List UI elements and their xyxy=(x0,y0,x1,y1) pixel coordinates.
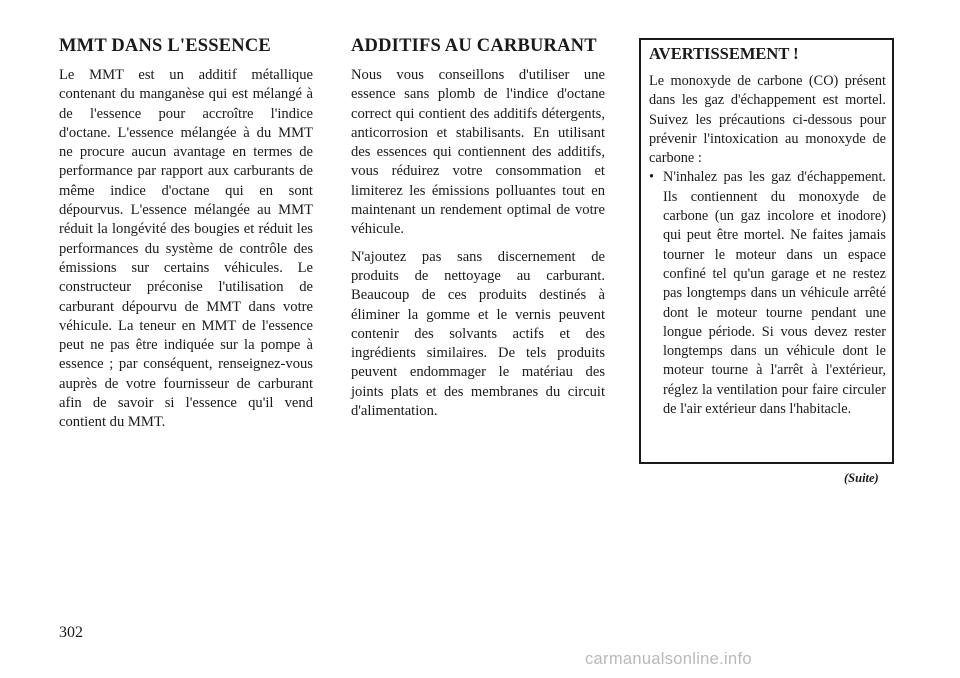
continued-label: (Suite) xyxy=(844,471,879,485)
middle-column xyxy=(351,34,605,429)
additifs-paragraph-2: N'ajoutez pas sans discernement de produits de nettoyage au carburant. Beaucoup de ces produits destinés à éliminer la gomme et le vernis peuvent contenir des solvants actifs et des ingrédients similaires. De tels produits peuvent endommager le matériau des joints plats et des membranes du circuit d'alimentation. xyxy=(351,248,605,420)
warning-box xyxy=(639,38,894,464)
additifs-paragraph-1: Nous vous conseillons d'utiliser une essence sans plomb de l'indice d'octane correct qui contient des additifs détergents, anticorrosion et stabilisants. En utilisant des essences qui contiennent des additifs, vous réduirez votre consommation et limiterez les émissions polluantes tout en maintenant un rendement optimal de votre véhicule. xyxy=(351,67,605,238)
page-number: 302 xyxy=(59,624,83,641)
watermark-text: carmanualsonline.info xyxy=(585,650,752,668)
warning-title: AVERTISSEMENT ! xyxy=(649,44,799,63)
section-heading-additifs: ADDITIFS AU CARBURANT xyxy=(351,36,597,56)
warning-intro: Le monoxyde de carbone (CO) présent dans les gaz d'échappement est mortel. Suivez les précautions ci-dessous pour prévenir l'intoxication au monoxyde de carbone : xyxy=(649,73,886,167)
mmt-paragraph: Le MMT est un additif métallique contenant du manganèse qui est mélangé à de l'essence pour accroître l'indice d'octane. L'essence mélangée à du MMT ne procure aucun avantage en termes de performance par rapport aux carburants de même indice d'octane qui en sont dépourvus. L'essence mélangée au MMT réduit la longévité des bougies et réduit les performances du système de contrôle des émissions sur certains véhicules. Le constructeur préconise l'utilisation de carburant dépourvu de MMT dans votre véhicule. La teneur en MMT de l'essence peut ne pas être indiquée sur la pompe à essence ; par conséquent, renseignez-vous auprès de votre fournisseur de carburant afin de savoir si l'essence qu'il vend contient du MMT. xyxy=(59,67,313,431)
warning-bullet-item: • N'inhalez pas les gaz d'échappement. Ils contiennent du monoxyde de carbone (un gaz incolore et inodore) qui peut être mortel. Ne faites jamais tourner le moteur dans un espace confiné tel qu'un garage et ne restez pas longtemps dans un véhicule arrêté dont le moteur tourne pendant une longue période. Si vous devez rester longtemps dans un véhicule dont le moteur tourne à l'arrêt à l'extérieur, réglez la ventilation pour faire circuler de l'air extérieur dans l'habitacle. xyxy=(649,168,886,419)
left-column xyxy=(59,34,313,441)
warning-bullet-list xyxy=(649,168,886,419)
section-heading-mmt: MMT DANS L'ESSENCE xyxy=(59,36,271,56)
